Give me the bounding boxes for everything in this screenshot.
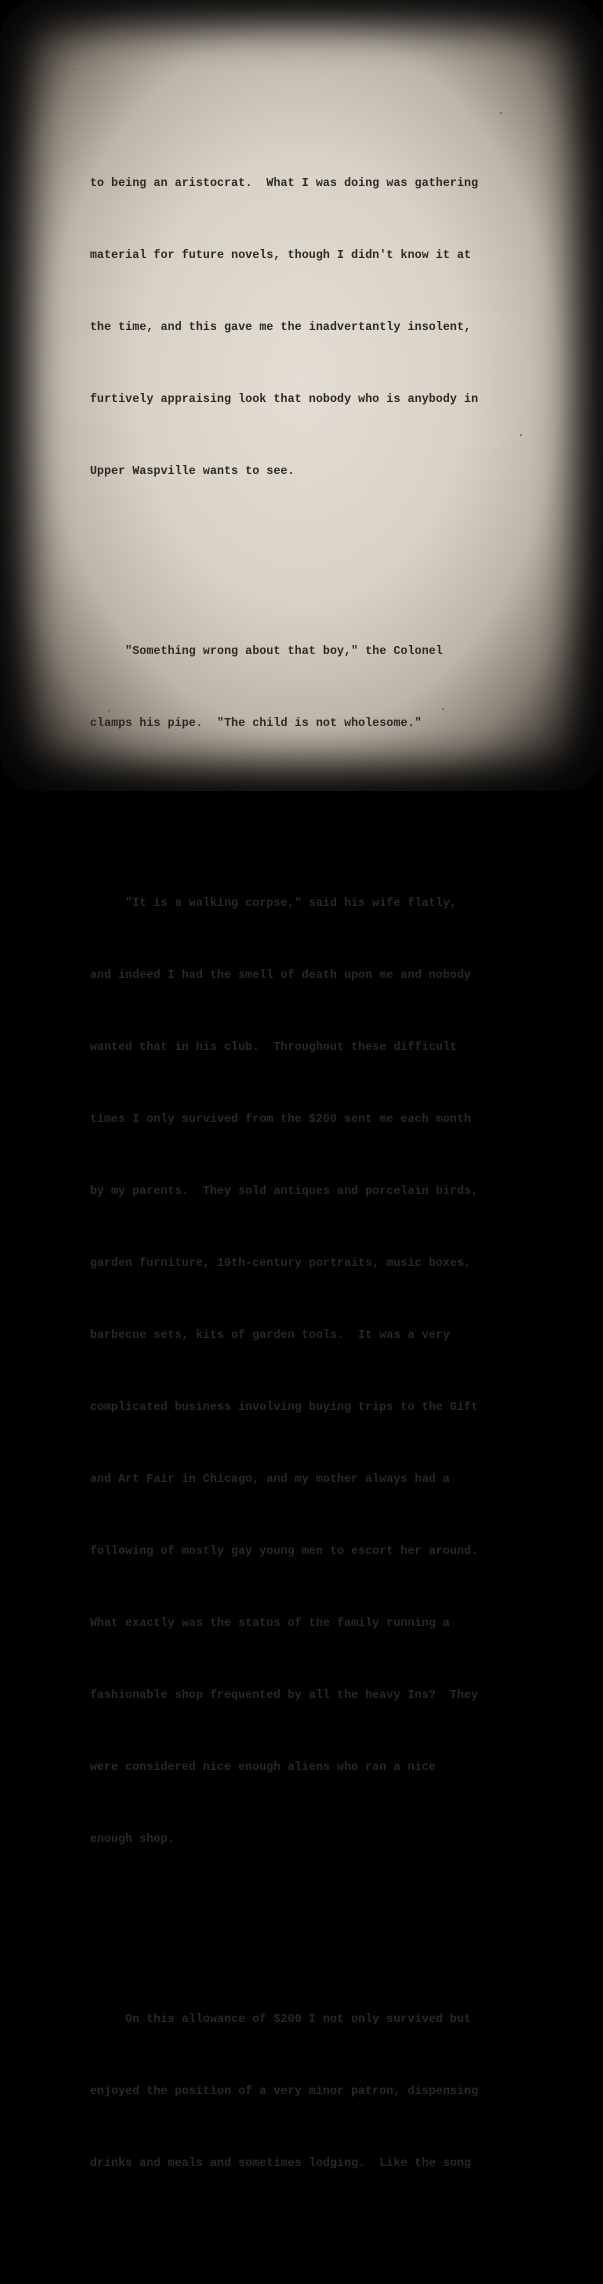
text-line: and Art Fair in Chicago, and my mother always had a — [90, 1473, 450, 1486]
paragraph-2 — [90, 592, 510, 784]
text-line: complicated business involving buying trips to the Gift — [90, 1401, 479, 1414]
text-line: were considered nice enough aliens who ran a nice — [90, 1761, 436, 1774]
paragraph-3 — [90, 844, 510, 1900]
text-line: "Something wrong about that boy," the Colonel — [90, 645, 443, 658]
text-line: "It is a walking corpse," said his wife flatly, — [90, 897, 457, 910]
text-line: and indeed I had the smell of death upon me and nobody — [90, 969, 472, 982]
text-line: to being an aristocrat. What I was doing was gathering — [90, 177, 479, 190]
paper-speck — [62, 55, 64, 57]
text-line: What exactly was the status of the family running a — [90, 1617, 450, 1630]
text-line: material for future novels, though I didn't know it at — [90, 249, 472, 262]
paper-speck — [520, 434, 522, 436]
text-line: by my parents. They sold antiques and porcelain birds, — [90, 1185, 479, 1198]
text-line: clamps his pipe. "The child is not wholesome." — [90, 717, 422, 730]
paper-speck — [73, 68, 75, 70]
paragraph-1 — [90, 124, 510, 532]
text-line: On this allowance of $200 I not only survived but — [90, 2013, 472, 2026]
paragraph-4 — [90, 1960, 510, 2224]
text-line: barbecue sets, kits of garden tools. It was a very — [90, 1329, 450, 1342]
text-line: enough shop. — [90, 1833, 175, 1846]
document-body — [90, 76, 510, 2284]
text-line: the time, and this gave me the inadvertantly insolent, — [90, 321, 472, 334]
text-line: enjoyed the position of a very minor patron, dispensing — [90, 2085, 479, 2098]
text-line: following of mostly gay young men to escort her around. — [90, 1545, 479, 1558]
text-line: drinks and meals and sometimes lodging. Like the song — [90, 2157, 472, 2170]
text-line: Upper Waspville wants to see. — [90, 465, 295, 478]
text-line: garden furniture, 19th-century portraits, music boxes, — [90, 1257, 472, 1270]
text-line: fashionable shop frequented by all the heavy Ins? They — [90, 1689, 479, 1702]
text-line: furtively appraising look that nobody who is anybody in — [90, 393, 479, 406]
text-line: wanted that in his club. Throughout these difficult — [90, 1041, 457, 1054]
text-line: times I only survived from the $200 sent me each month — [90, 1113, 472, 1126]
paper-speck — [38, 546, 40, 548]
